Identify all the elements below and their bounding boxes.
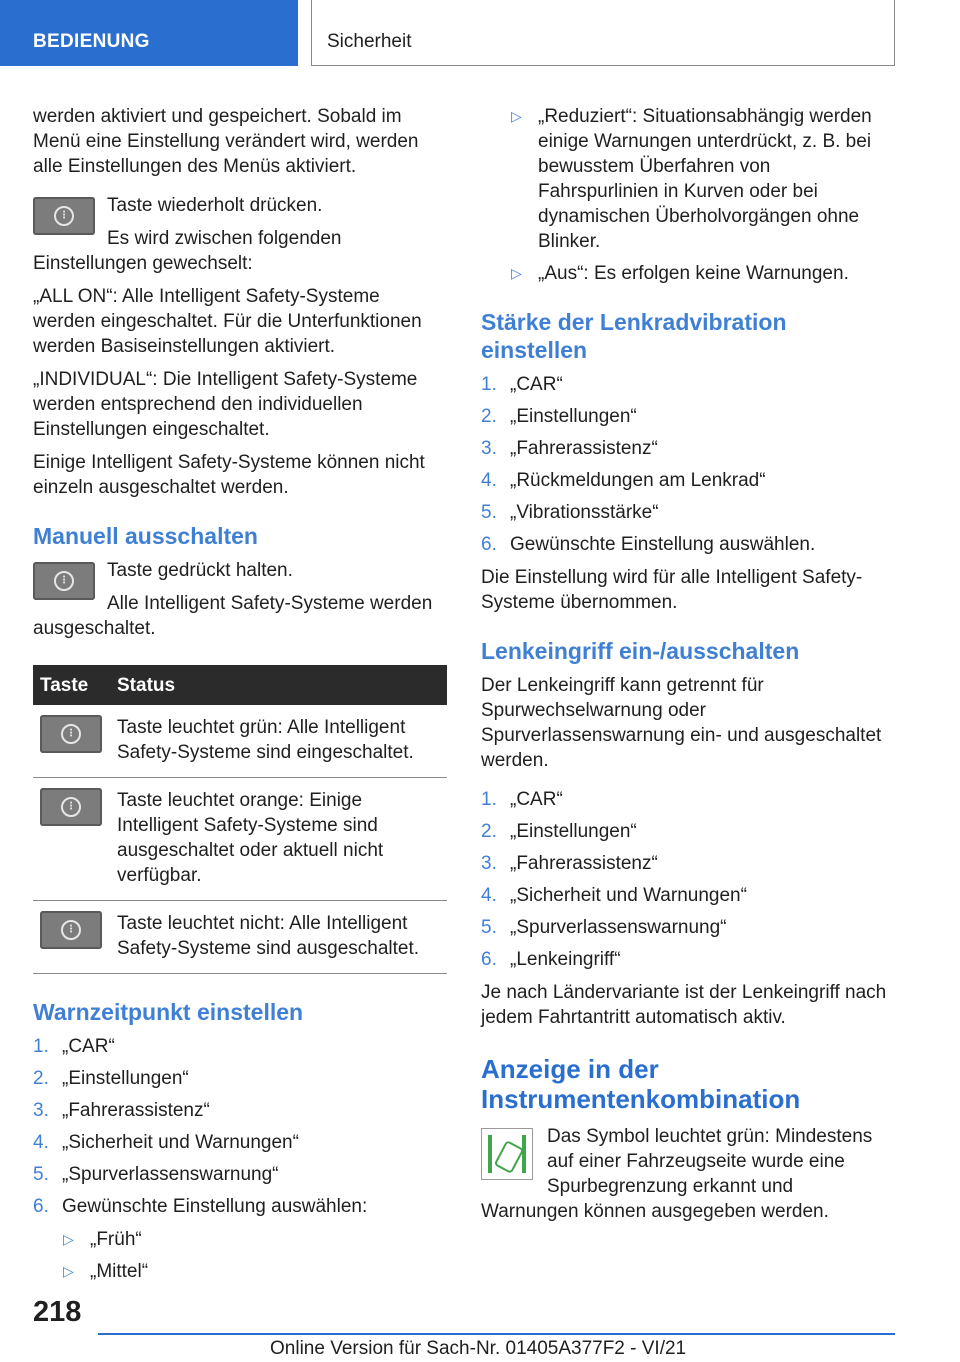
intro-text: werden aktiviert und gespeichert. Sobald im Menü eine Einstellung verändert wird, werden alle Einstellungen des Menüs aktiviert. (33, 106, 419, 177)
table-row (33, 778, 447, 901)
warn-heading: Warnzeitpunkt einstellen (33, 999, 304, 1025)
table-row (33, 705, 447, 778)
safety-button-icon: ⋮ (40, 715, 102, 753)
table-row (33, 901, 447, 974)
hold-block (33, 558, 447, 649)
footer-text: Online Version für Sach-Nr. 01405A377F2 - VI/21 (270, 1338, 687, 1359)
grip-steps-list (481, 787, 891, 972)
triangle-bullet-icon: ▷ (511, 265, 522, 281)
all-off-text: Alle Intelligent Safety-Systeme werden ausgeschaltet. (33, 593, 433, 639)
table-header-status: Status (110, 665, 447, 705)
triangle-bullet-icon: ▷ (63, 1231, 74, 1247)
list-item: ▷ „Aus“: Es erfolgen keine Warnungen. (511, 263, 849, 284)
table-cell-status: Taste leuchtet orange: Einige Intelligent Safety-Systeme sind ausgeschaltet oder aktuell nicht verfügbar. (110, 778, 447, 901)
safety-button-icon: ⋮ (33, 197, 95, 235)
table-header-taste: Taste (33, 665, 110, 705)
list-item: 1. „CAR“ (481, 374, 563, 395)
list-item: 4. „Sicherheit und Warnungen“ (481, 885, 747, 906)
safety-button-icon: ⋮ (33, 562, 95, 600)
list-item: 4. „Sicherheit und Warnungen“ (33, 1132, 299, 1153)
list-item: ▷ „Reduziert“: Situationsabhängig werden einige Warnungen unterdrückt, z. B. bei bewusstem Überfahren von Fahrspurlinien in Kurven oder bei dynamischen Überholvorgängen ohne Blinker. (511, 106, 872, 252)
individual-text: „INDIVIDUAL“: Die Intelligent Safety-Systeme werden entsprechend den individuellen Einstellungen eingeschaltet. (33, 369, 418, 440)
list-item: 2. „Einstellungen“ (33, 1068, 189, 1089)
list-item: 5. „Spurverlassenswarnung“ (481, 917, 727, 938)
warn-options-list-cont (481, 104, 891, 286)
vibration-steps-list (481, 372, 891, 557)
list-item: 6. Gewünschte Einstellung auswählen. (481, 534, 816, 555)
list-item: 2. „Einstellungen“ (481, 821, 637, 842)
table-cell-status: Taste leuchtet nicht: Alle Intelligent Safety-Systeme sind ausgeschaltet. (110, 901, 447, 974)
left-column (33, 104, 447, 1292)
footer-divider (98, 1333, 895, 1335)
list-item: 3. „Fahrerassistenz“ (33, 1100, 210, 1121)
display-text: Das Symbol leuchtet grün: Mindestens auf einer Fahrzeugseite wurde eine Spurbegrenzung erkannt und Warnungen können ausgegeben werden. (481, 1126, 873, 1222)
vibration-heading: Stärke der Lenkradvibration einstellen (481, 309, 787, 363)
press-again-text: Taste wiederholt drücken. (107, 195, 323, 216)
all-on-text: „ALL ON“: Alle Intelligent Safety-Systeme werden eingeschaltet. Für die Unterfunktionen werden Basiseinstellungen aktiviert. (33, 286, 422, 357)
grip-intro: Der Lenkeingriff kann getrennt für Spurwechselwarnung oder Spurverlassenswarnung ein- und ausgeschaltet werden. (481, 675, 882, 771)
manual-heading: Manuell ausschalten (33, 523, 258, 549)
status-table (33, 665, 447, 974)
display-heading: Anzeige in der Instrumentenkombination (481, 1054, 801, 1114)
warn-steps-list (33, 1034, 447, 1219)
list-item: ▷ „Mittel“ (63, 1261, 149, 1282)
list-item: 6. „Lenkeingriff“ (481, 949, 621, 970)
list-item: 2. „Einstellungen“ (481, 406, 637, 427)
grip-heading: Lenkeingriff ein-/ausschalten (481, 638, 800, 664)
list-item: 5. „Vibrationsstärke“ (481, 502, 659, 523)
warn-options-list (33, 1227, 447, 1284)
list-item: 5. „Spurverlassenswarnung“ (33, 1164, 279, 1185)
list-item: 1. „CAR“ (481, 789, 563, 810)
safety-button-icon: ⋮ (40, 788, 102, 826)
toggle-text: Es wird zwischen folgenden Einstellungen gewechselt: (33, 228, 342, 274)
list-item: 6. Gewünschte Einstellung auswählen: (33, 1196, 368, 1217)
vibration-note: Die Einstellung wird für alle Intelligent Safety-Systeme übernommen. (481, 567, 863, 613)
list-item: 4. „Rückmeldungen am Lenkrad“ (481, 470, 766, 491)
triangle-bullet-icon: ▷ (511, 108, 522, 124)
section-title: Sicherheit (311, 0, 895, 66)
list-item: ▷ „Früh“ (63, 1229, 142, 1250)
press-again-block (33, 193, 447, 284)
list-item: 1. „CAR“ (33, 1036, 115, 1057)
hold-text: Taste gedrückt halten. (107, 560, 293, 581)
triangle-bullet-icon: ▷ (63, 1263, 74, 1279)
table-cell-status: Taste leuchtet grün: Alle Intelligent Safety-Systeme sind eingeschaltet. (110, 705, 447, 778)
safety-button-icon: ⋮ (40, 911, 102, 949)
lane-departure-symbol-icon (481, 1128, 533, 1180)
note-text: Einige Intelligent Safety-Systeme können nicht einzeln ausgeschaltet werden. (33, 452, 425, 498)
list-item: 3. „Fahrerassistenz“ (481, 438, 658, 459)
grip-note: Je nach Ländervariante ist der Lenkeingriff nach jedem Fahrtantritt automatisch aktiv. (481, 982, 887, 1028)
page-number: 218 (33, 1296, 82, 1328)
chapter-tab: BEDIENUNG (0, 0, 298, 66)
display-block (481, 1124, 891, 1232)
list-item: 3. „Fahrerassistenz“ (481, 853, 658, 874)
right-column (481, 104, 891, 1232)
